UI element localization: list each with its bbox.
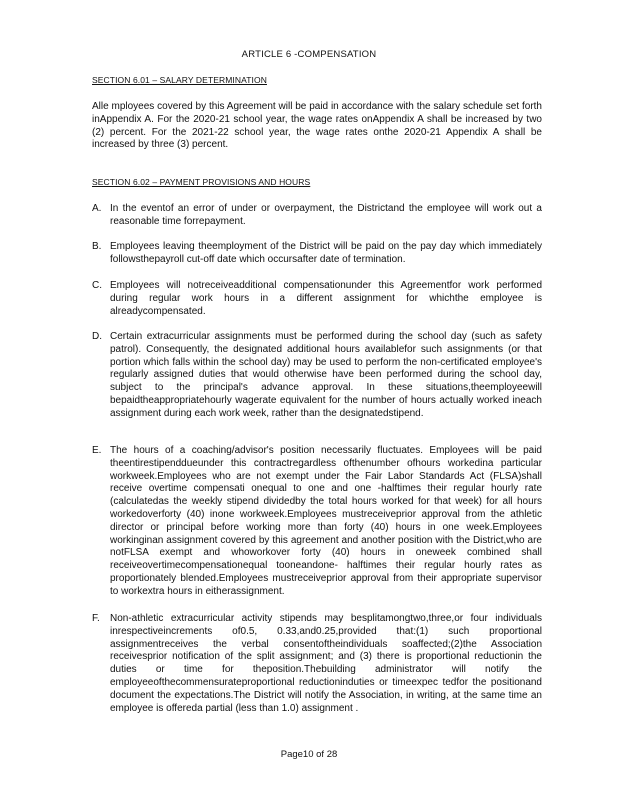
item-text: Certain extracurricular assignments must be performed during the school day (such as safety patrol). Consequently, the designated additional hours availablefor such assignments (or that portion which falls within the school day) may be used to perform the non-certificated employee's regularly assigned duties that would otherwise have been performed during the school day, subject to the principal's advance approval. In these situations,theemployeewill bepaidtheappropriatehourly wagerate equivalent for the number of hours actually worked ineach assignment during each work week, rather than the designatedstipend. <box>110 331 542 419</box>
page-number-footer: Page10 of 28 <box>280 749 338 760</box>
section-heading-6-01: SECTION 6.01 – SALARY DETERMINATION <box>92 75 267 85</box>
list-item-d <box>92 331 542 421</box>
item-text: Non-athletic extracurricular activity stipends may besplitamongtwo,three,or four individuals inrespectiveincrements of0.5, 0.33,and0.25,provided that:(1) such proportional assignmentreceives the verbal consentoftheindividuals soaffected;(2)the Association receivesprior notification of the split assignment; and (3) there is proportional reductionin the duties or time for theposition.Thebuilding administrator will notify the employeeofthecommensurateproportional reductioninduties or timeexpec tedfor the positionand document the expectations.The District will notify the Association, in writing, at the same time an employee is offereda partial (less than 1.0) assignment . <box>110 613 542 714</box>
item-letter: E. <box>92 445 102 456</box>
item-text: Employees will notreceiveadditional compensationunder this Agreementfor work performed during regular work hours in a different assignment for whichthe employee is alreadycompensated. <box>110 280 542 317</box>
section-heading-6-02: SECTION 6.02 – PAYMENT PROVISIONS AND HOURS <box>92 177 311 187</box>
list-item-c <box>92 280 542 318</box>
list-item-b <box>92 241 542 267</box>
item-letter: C. <box>92 280 102 291</box>
list-item-a <box>92 203 542 229</box>
item-letter: A. <box>92 203 102 214</box>
item-text: The hours of a coaching/advisor's position necessarily fluctuates. Employees will be paid theentirestipenddueunder this contractregardless ofthenumber ofhours workedina particular workweek.Employees who are not exempt under the Fair Labor Standards Act (FLSA)shall receive overtime compensati onequal to one and one -halftimes their regular hourly rate (calculatedas the weekly stipend dividedby the total hours worked for that week) for all hours workedoverforty (40) inone workweek.Employees mustreceiveprior approval from the athletic director or principal before working more than forty (40) hours in one week.Employees workinginan assignment covered by this agreement and another position with the District,who are notFLSA exempt and whoworkover forty (40) hours in oneweek combined shall receiveovertimecompensationequal tooneandone- halftimes their regular hourly rates as proportionately blended.Employees mustreceiveprior approval from their appropriate supervisor to workextra hours in eitherassignment. <box>110 445 542 597</box>
item-letter: F. <box>92 613 100 624</box>
list-item-e <box>92 445 542 599</box>
salary-determination-paragraph: Alle mployees covered by this Agreement will be paid in accordance with the salary schedule set forth inAppendix A. For the 2020-21 school year, the wage rates onAppendix A shall be increased by two (2) percent. For the 2021-22 school year, the wage rates onthe 2020-21 Appendix A shall be increased by three (3) percent. <box>92 101 542 151</box>
article-title: ARTICLE 6 -COMPENSATION <box>241 49 377 60</box>
item-letter: D. <box>92 331 102 342</box>
item-text: Employees leaving theemployment of the District will be paid on the pay day which immediately followsthepayroll cut-off date which occursafter date of termination. <box>110 241 542 265</box>
list-item-f <box>92 613 542 715</box>
item-text: In the eventof an error of under or overpayment, the Districtand the employee will work out a reasonable time forrepayment. <box>110 203 542 227</box>
item-letter: B. <box>92 241 102 252</box>
